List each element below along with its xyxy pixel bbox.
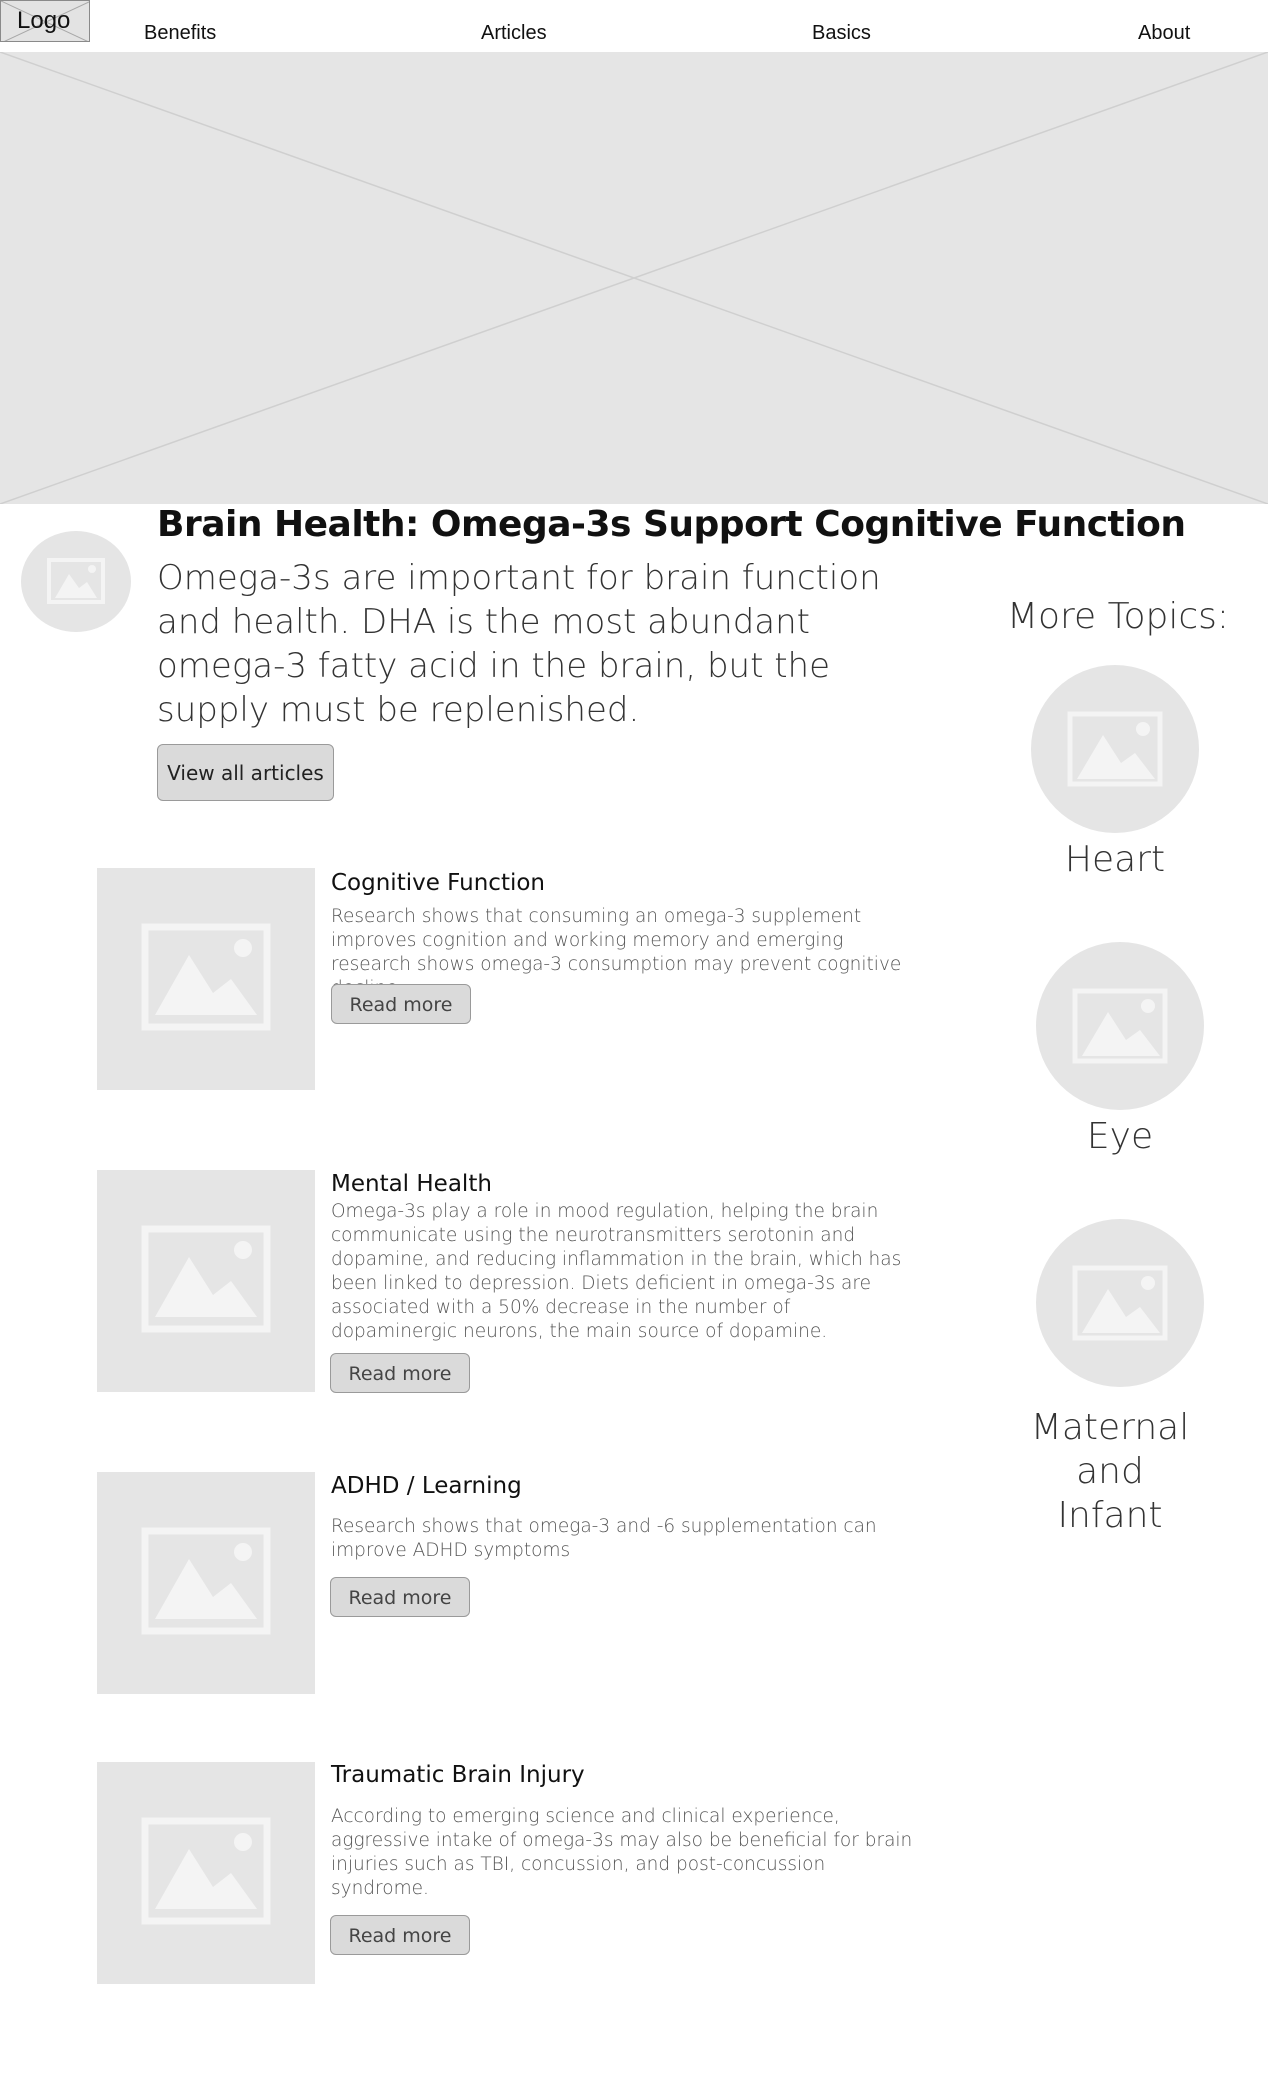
topic-maternal-label[interactable]: Maternal and Infant xyxy=(1030,1407,1190,1536)
page-title: Brain Health: Omega-3s Support Cognitive Function xyxy=(157,504,1186,545)
article-description: Research shows that consuming an omega-3 supplement improves cognition and working memory and emerging research shows omega-3 consumption may prevent cognitive xyxy=(331,906,902,975)
avatar xyxy=(21,531,131,632)
nav-about[interactable]: About xyxy=(1138,22,1191,44)
nav-benefits[interactable]: Benefits xyxy=(144,22,217,44)
hero-image-placeholder xyxy=(0,52,1268,504)
topic-heart-label[interactable]: Heart xyxy=(1064,839,1166,880)
article-description: Research shows that omega-3 and -6 supplementation can improve ADHD symptoms xyxy=(331,1516,877,1561)
topic-eye-image[interactable] xyxy=(1036,942,1204,1110)
article-description: According to emerging science and clinical experience, aggressive intake of omega-3s may also be beneficial for brain injuries such as TBI, concussion, and post-concussion syndrome. xyxy=(331,1806,913,1899)
article-title[interactable]: Mental Health xyxy=(331,1171,492,1197)
article-image-mental-health xyxy=(97,1170,315,1392)
read-more-button[interactable]: Read more xyxy=(331,984,471,1024)
image-placeholder-icon xyxy=(141,1817,271,1925)
image-placeholder-icon xyxy=(141,923,271,1031)
image-placeholder-icon xyxy=(141,1225,271,1333)
read-more-button[interactable]: Read more xyxy=(330,1353,470,1393)
image-placeholder-icon xyxy=(1072,1265,1168,1341)
image-placeholder-icon xyxy=(47,558,105,604)
article-title[interactable]: Cognitive Function xyxy=(331,870,546,896)
view-all-articles-button[interactable]: View all articles xyxy=(157,744,334,801)
intro-paragraph: Omega-3s are important for brain function and health. DHA is the most abundant omega-3 fatty acid in the brain, but the supply must be replenished. xyxy=(157,558,881,730)
image-placeholder-icon xyxy=(1067,711,1163,787)
article-title[interactable]: ADHD / Learning xyxy=(331,1473,522,1499)
image-placeholder-icon xyxy=(141,1527,271,1635)
topic-eye-label[interactable]: Eye xyxy=(1086,1116,1154,1157)
logo[interactable] xyxy=(0,0,90,42)
read-more-button[interactable]: Read more xyxy=(330,1915,470,1955)
article-description: Omega-3s play a role in mood regulation, helping the brain communicate using the neurotransmitters serotonin and dopamine, and reducing inflammation in the brain, which has been linked to depression. Diets deficient in omega-3s are associated with a 50% decrease in the number of dopaminergic neurons, the main source of dopamine. xyxy=(331,1201,902,1342)
hero-placeholder-icon xyxy=(0,52,1268,504)
read-more-button[interactable]: Read more xyxy=(330,1577,470,1617)
article-image-cognitive xyxy=(97,868,315,1090)
image-placeholder-icon xyxy=(1072,988,1168,1064)
nav-basics[interactable]: Basics xyxy=(812,22,871,44)
article-image-tbi xyxy=(97,1762,315,1984)
topic-heart-image[interactable] xyxy=(1031,665,1199,833)
logo-text: Logo xyxy=(17,7,71,34)
more-topics-heading: More Topics: xyxy=(1006,596,1230,637)
article-title[interactable]: Traumatic Brain Injury xyxy=(331,1762,585,1788)
article-image-adhd xyxy=(97,1472,315,1694)
nav-articles[interactable]: Articles xyxy=(481,22,547,44)
topic-maternal-image[interactable] xyxy=(1036,1219,1204,1387)
